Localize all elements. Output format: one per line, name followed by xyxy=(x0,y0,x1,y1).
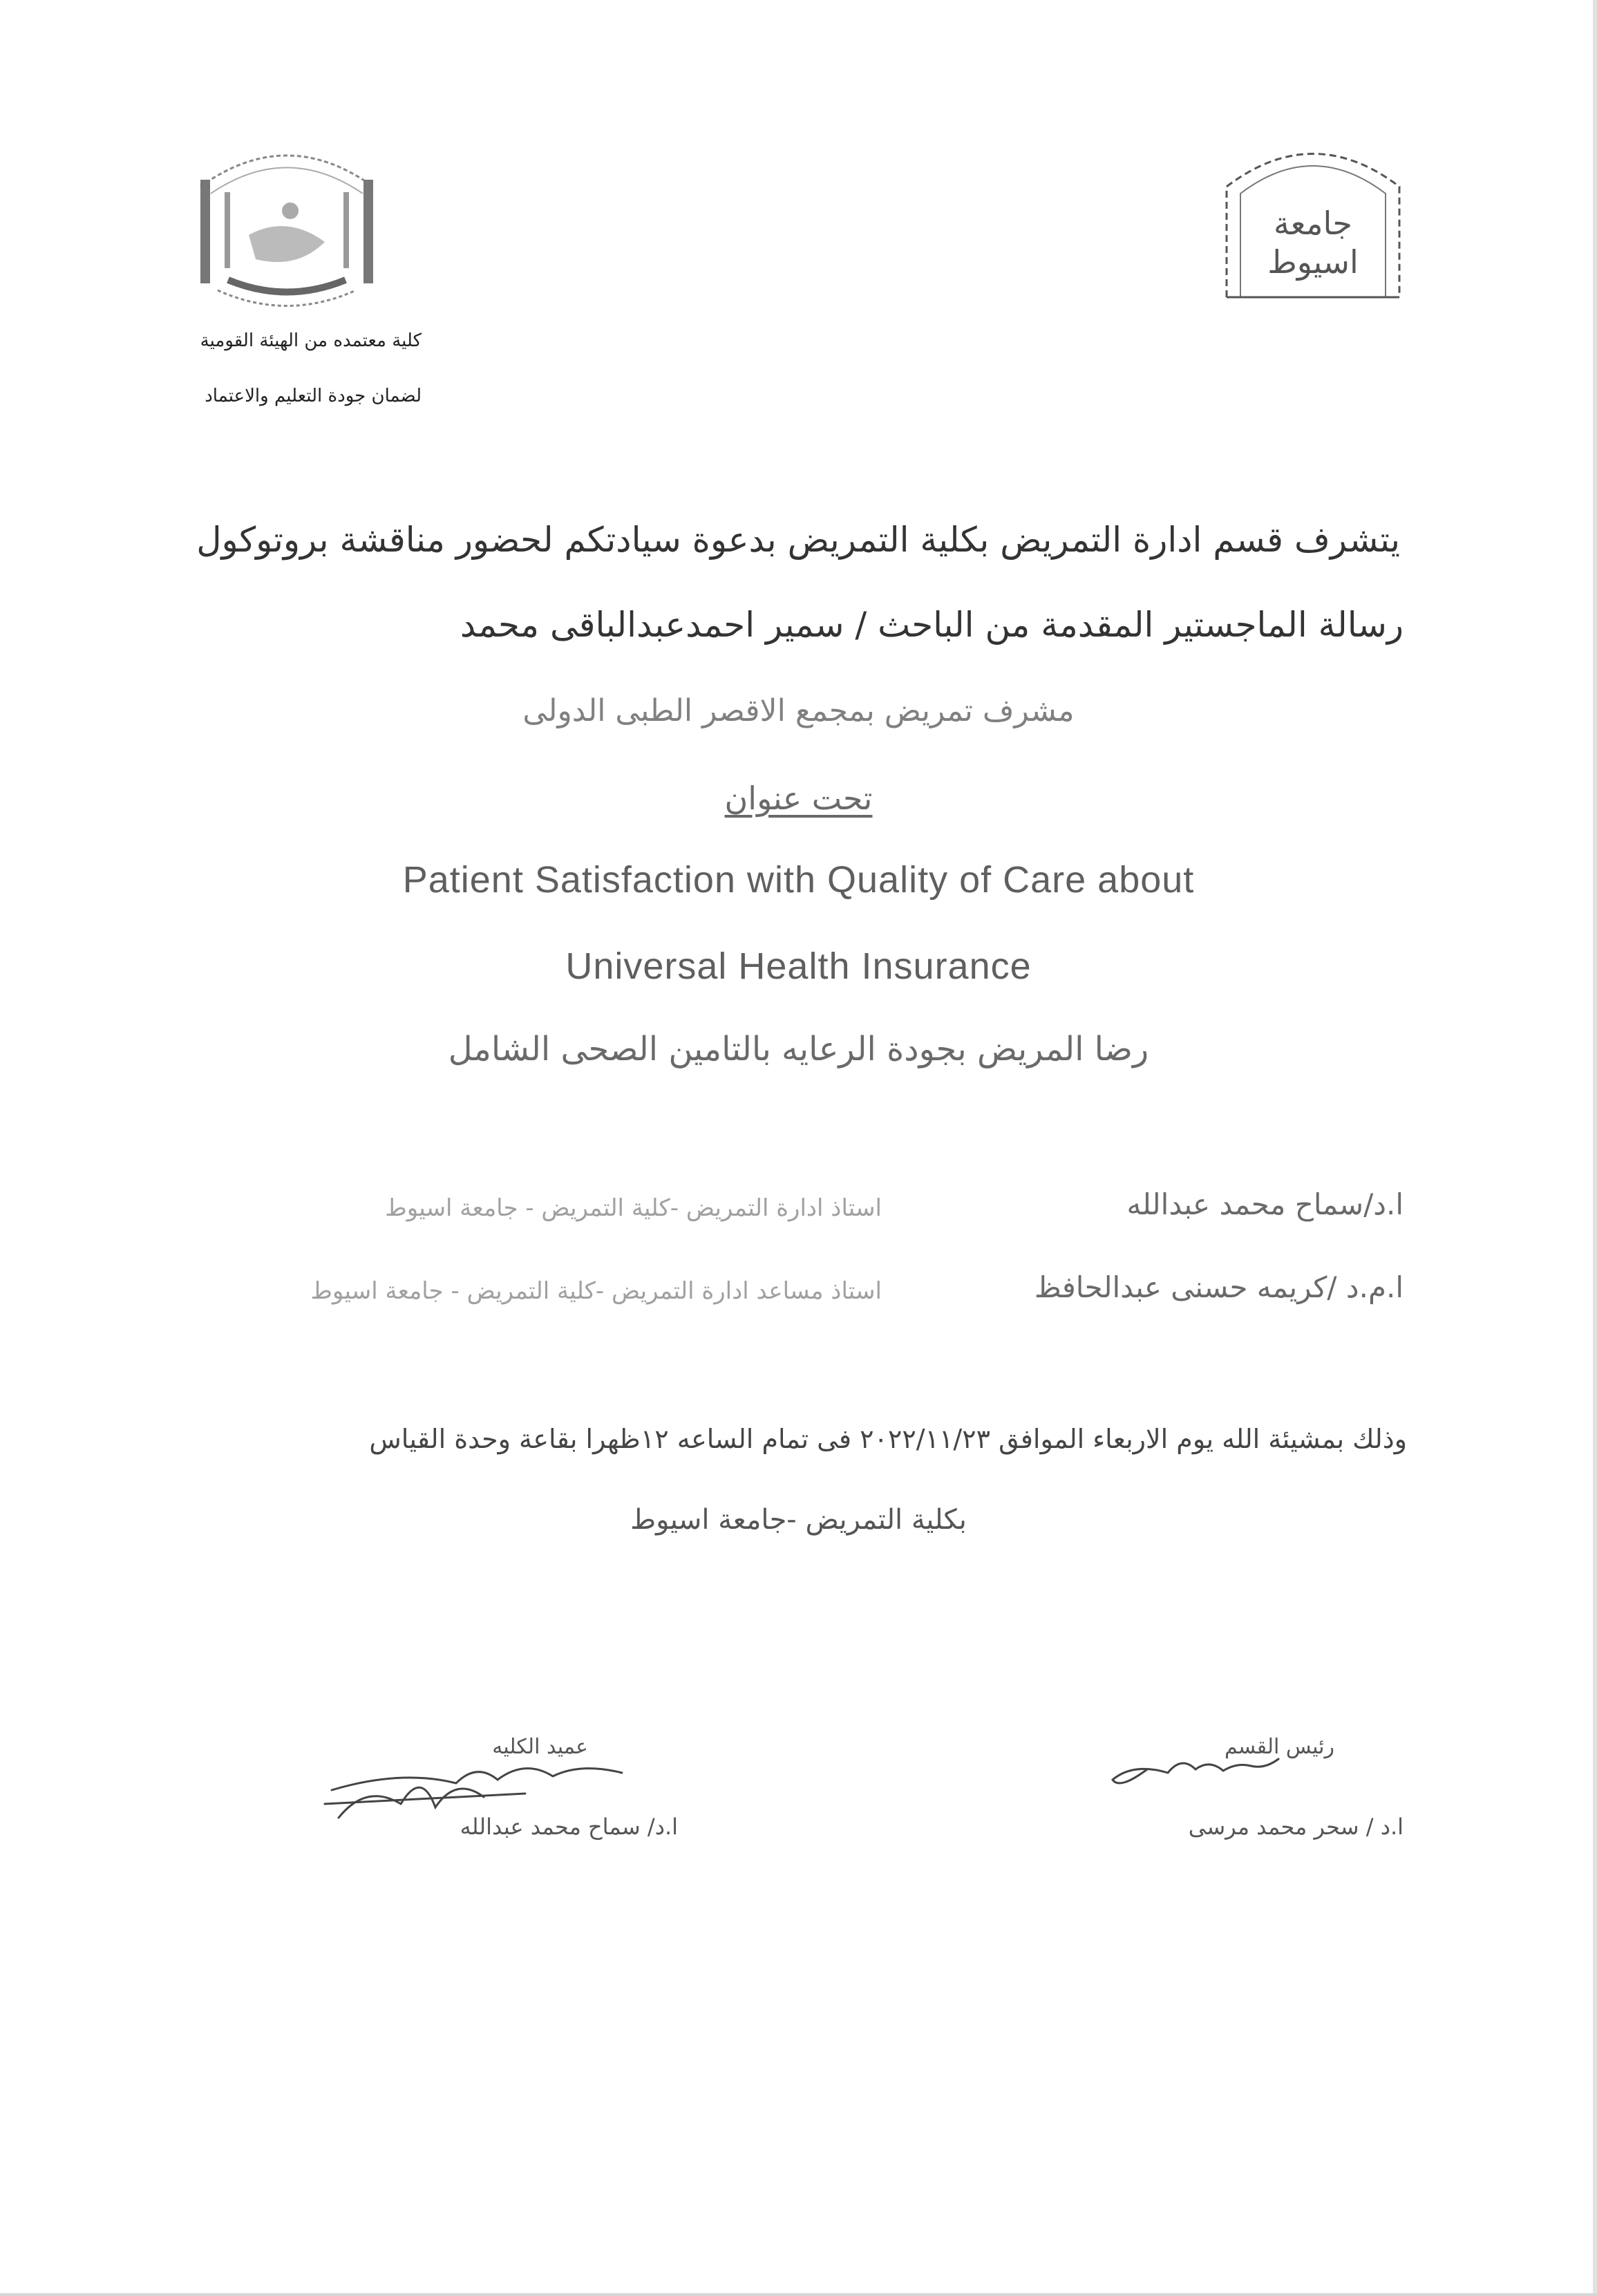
invitation-line: يتشرف قسم ادارة التمريض بكلية التمريض بدعوة سيادتكم لحضور مناقشة بروتوكول xyxy=(196,520,1400,560)
scan-edge xyxy=(0,2293,1597,2296)
thesis-title-en: Patient Satisfaction with Quality of Care about xyxy=(402,859,1195,901)
accreditation-line: كلية معتمده من الهيئة القومية xyxy=(200,330,422,351)
head-of-department-caption: رئيس القسم xyxy=(1224,1735,1334,1759)
supervisor-title: استاذ مساعد ادارة التمريض -كلية التمريض - جامعة اسيوط xyxy=(310,1277,882,1305)
schedule-line: وذلك بمشيئة الله يوم الاربعاء الموافق ٢٠٢٢/١١/٢٣ فى تمام الساعه ١٢ظهرا بقاعة وحدة القياس xyxy=(369,1424,1407,1454)
researcher-position: مشرف تمريض بمجمع الاقصر الطبى الدولى xyxy=(522,693,1075,728)
researcher-line: رسالة الماجستير المقدمة من الباحث / سمير احمدعبدالباقى محمد xyxy=(460,605,1404,645)
head-of-department-signature xyxy=(1106,1742,1285,1797)
university-logo xyxy=(1220,124,1406,304)
thesis-title-ar: رضا المريض بجودة الرعايه بالتامين الصحى الشامل xyxy=(448,1030,1149,1069)
scan-edge xyxy=(1593,0,1597,2296)
supervisor-name: ا.د/سماح محمد عبدالله xyxy=(1126,1187,1404,1221)
dean-name: ا.د/ سماح محمد عبدالله xyxy=(460,1814,678,1840)
head-of-department-name: ا.د / سحر محمد مرسى xyxy=(1188,1814,1404,1840)
thesis-title-en: Universal Health Insurance xyxy=(565,945,1032,987)
title-heading: تحت عنوان xyxy=(724,780,873,817)
schedule-location: بكلية التمريض -جامعة اسيوط xyxy=(630,1504,967,1536)
title-heading-wrap xyxy=(0,780,1597,817)
university-logo-text: جامعة اسيوط xyxy=(1267,205,1359,281)
supervisor-name: ا.م.د /كريمه حسنى عبدالحافظ xyxy=(1034,1270,1404,1304)
supervisor-title: استاذ ادارة التمريض -كلية التمريض - جامعة اسيوط xyxy=(385,1194,882,1222)
faculty-logo xyxy=(187,131,387,318)
accreditation-line: لضمان جودة التعليم والاعتماد xyxy=(205,386,422,406)
dean-caption: عميد الكليه xyxy=(492,1735,588,1759)
dean-signature xyxy=(318,1742,636,1866)
